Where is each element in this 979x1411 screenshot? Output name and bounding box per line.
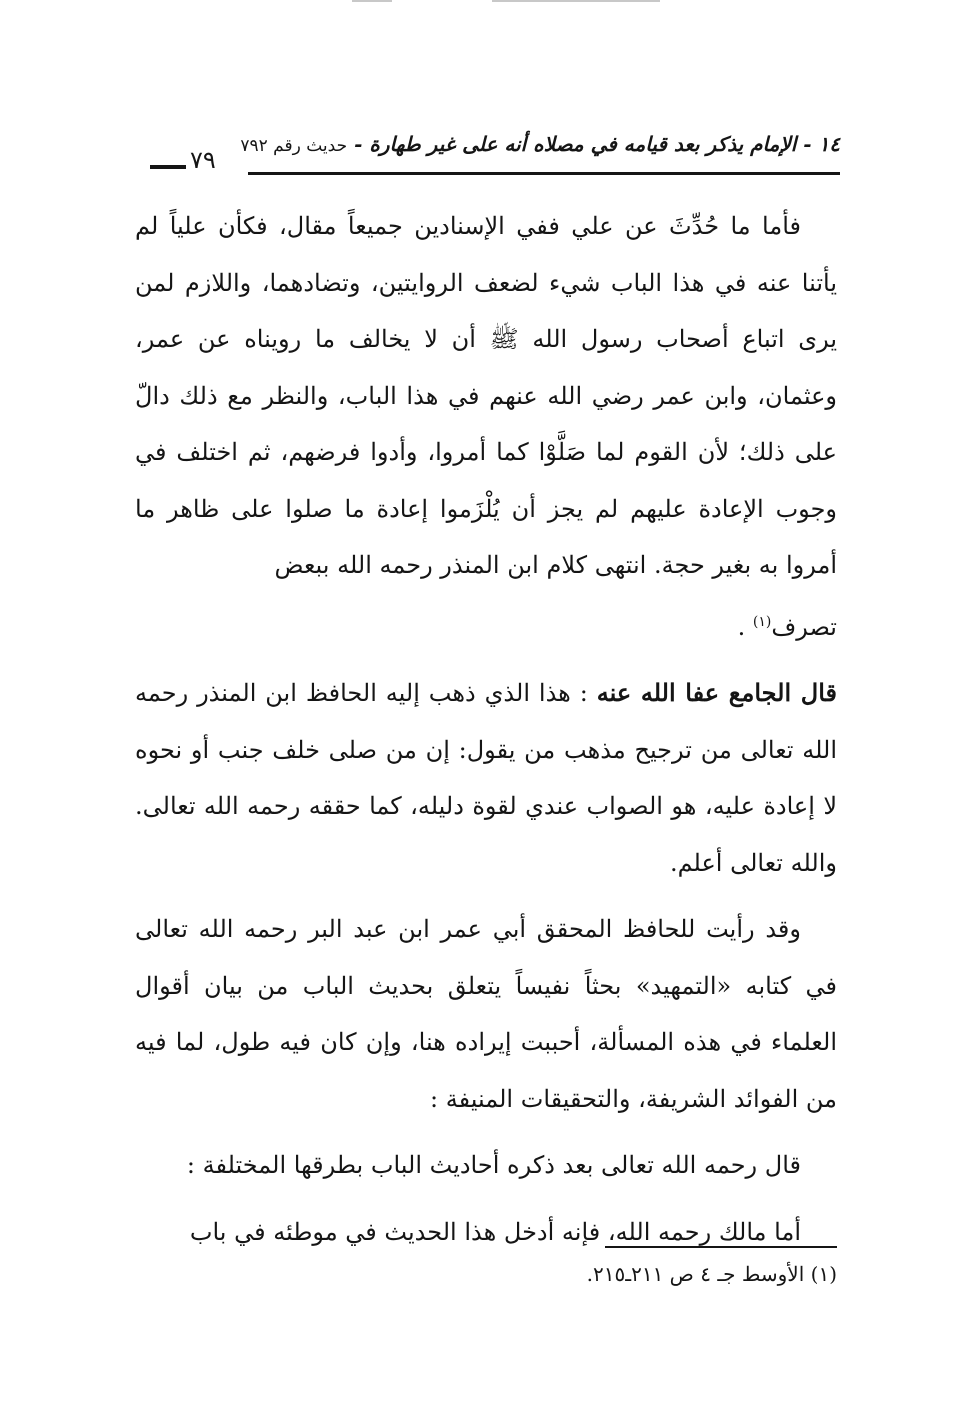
chapter-title-text: ١٤ - الإمام يذكر بعد قيامه في مصلاه أنه على غير طهارة (369, 132, 840, 156)
top-edge-mark-right (492, 0, 660, 2)
paragraph-2-text: : هذا الذي ذهب إليه الحافظ ابن المنذر رحمه الله تعالى من ترجيح مذهب من يقول: إن من صلى خلف جنب أو نحوه لا إعادة عليه، هو الصواب عندي لقوة دليله، كما حققه رحمه الله تعالى. والله تعالى أعلم. (135, 679, 837, 877)
footnote: (١) الأوسط جـ ٤ ص ٢١١ـ٢١٥. (586, 1262, 837, 1286)
top-edge-mark-left (352, 0, 392, 2)
paragraph-3: وقد رأيت للحافظ المحقق أبي عمر ابن عبد البر رحمه الله تعالى في كتابه «التمهيد» بحثاً نفيساً يتعلق بحديث الباب من بيان أقوال العلماء في هذه المسألة، أحببت إيراده هنا، وإن كان فيه طول، لما فيه من الفوائد الشريفة، والتحقيقات المنيفة : (135, 915, 837, 1113)
hadith-reference: حديث رقم ٧٩٢ (240, 136, 348, 156)
chapter-title (240, 132, 840, 156)
title-separator: - (347, 132, 370, 156)
paragraph-1-closing: تصرف$^{(١)}$ . (737, 612, 837, 641)
paragraph-4: قال رحمه الله تعالى بعد ذكره أحاديث الباب بطرقها المختلفة : (186, 1151, 801, 1179)
running-header (150, 130, 840, 186)
paragraph-1: فأما ما حُدِّثَ عن علي ففي الإسنادين جميعاً مقال، فكأن علياً لم يأتنا عنه في هذا الباب شيء لضعف الروايتين، وتضادهما، واللازم لمن يرى اتباع أصحاب رسول الله ﷺ أن لا يخالف ما رويناه عن عمر، وعثمان، وابن عمر رضي الله عنهم في هذا الباب، والنظر مع ذلك دالّ على ذلك؛ لأن القوم لما صَلَّوْا كما أمروا، وأدوا فرضهم، ثم اختلف في وجوب الإعادة عليهم لم يجز أن يُلْزَموا إعادة ما صلوا على ظاهر ما أمروا به بغير حجة. انتهى كلام ابن المنذر رحمه الله ببعض (135, 212, 837, 579)
footnote-rule (605, 1246, 837, 1248)
compiler-remark-lead: قال الجامع عفا الله عنه (596, 678, 837, 707)
paragraph-5: أما مالك رحمه الله، فإنه أدخل هذا الحديث في موطئه في باب (189, 1217, 801, 1246)
page-number-dash (150, 165, 186, 169)
paragraph-1-end: تصرف (771, 612, 837, 641)
footnote-marker: (١) (752, 613, 772, 630)
header-rule (248, 172, 840, 175)
paragraph-2 (135, 665, 837, 891)
page-number: ٧٩ (190, 146, 216, 174)
main-text (135, 198, 837, 1270)
